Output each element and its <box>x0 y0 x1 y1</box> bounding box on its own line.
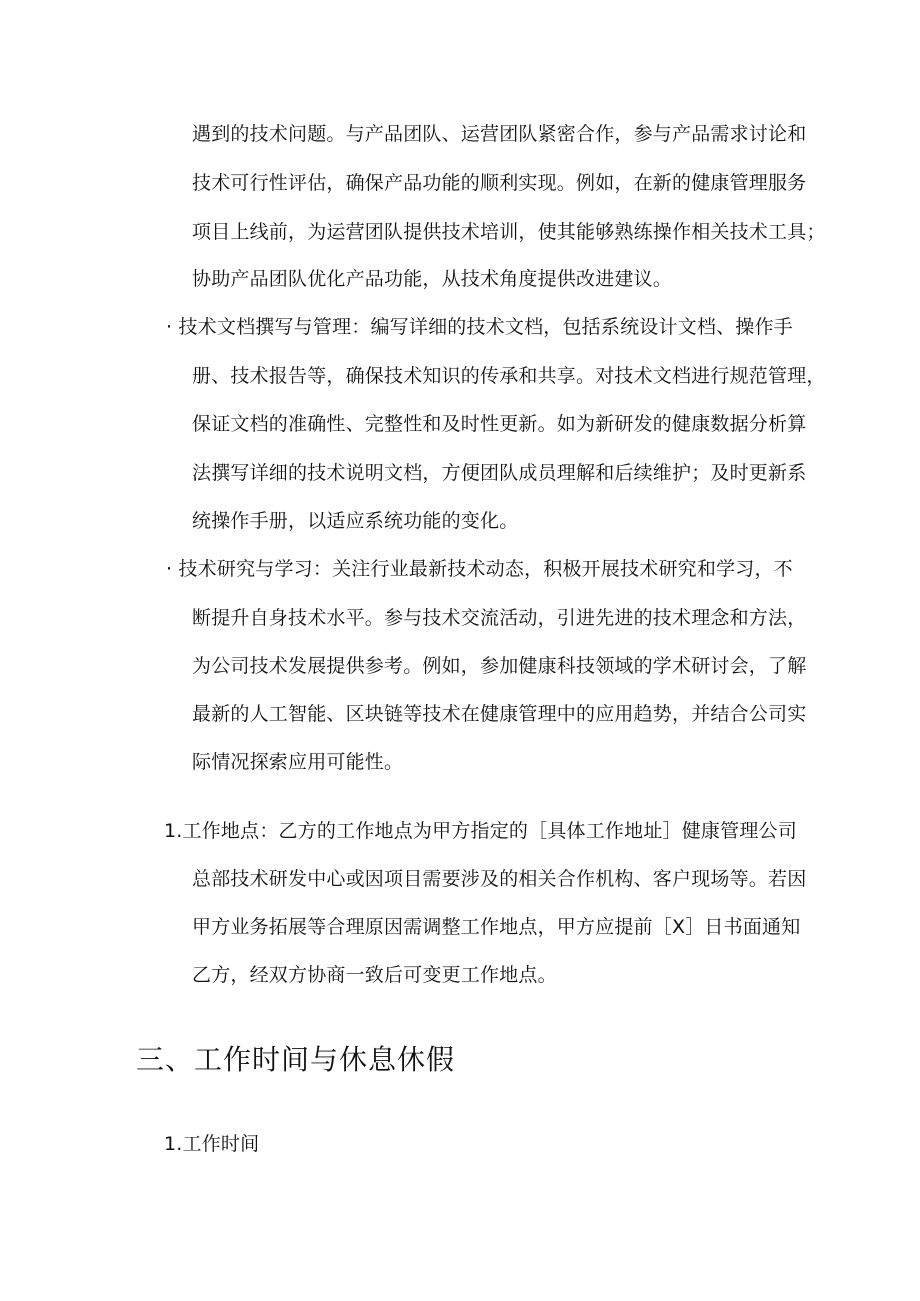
bullet-text-line: · 技术文档撰写与管理：编写详细的技术文档，包括系统设计文档、操作手 <box>166 316 793 338</box>
subsection-title: 1.工作时间 <box>164 1133 260 1155</box>
section-heading: 三、工作时间与休息休假 <box>136 1043 456 1076</box>
text-line: 技术可行性评估，确保产品功能的顺利实现。例如，在新的健康管理服务 <box>192 172 807 194</box>
text-line: 项目上线前，为运营团队提供技术培训，使其能够熟练操作相关技术工具； <box>192 221 826 243</box>
bullet-text-line: · 技术研究与学习：关注行业最新技术动态，积极开展技术研究和学习，不 <box>166 558 793 580</box>
text-line: 册、技术报告等，确保技术知识的传承和共享。对技术文档进行规范管理， <box>192 365 826 387</box>
text-line: 协助产品团队优化产品功能，从技术角度提供改进建议。 <box>192 268 673 290</box>
text-line: 为公司技术发展提供参考。例如，参加健康科技领域的学术研讨会，了解 <box>192 655 807 677</box>
numbered-text-line: 1.工作地点：乙方的工作地点为甲方指定的［具体工作地址］健康管理公司 <box>164 820 797 842</box>
text-line: 际情况探索应用可能性。 <box>192 751 404 773</box>
text-line: 法撰写详细的技术说明文档，方便团队成员理解和后续维护；及时更新系 <box>192 462 807 484</box>
text-line: 最新的人工智能、区块链等技术在健康管理中的应用趋势，并结合公司实 <box>192 703 807 725</box>
text-line: 遇到的技术问题。与产品团队、运营团队紧密合作，参与产品需求讨论和 <box>192 123 807 145</box>
text-line: 保证文档的准确性、完整性和及时性更新。如为新研发的健康数据分析算 <box>192 413 807 435</box>
text-line: 总部技术研发中心或因项目需要涉及的相关合作机构、客户现场等。若因 <box>192 868 807 890</box>
text-line: 乙方，经双方协商一致后可变更工作地点。 <box>192 964 557 986</box>
text-line: 断提升自身技术水平。参与技术交流活动，引进先进的技术理念和方法， <box>192 607 807 629</box>
text-line: 统操作手册，以适应系统功能的变化。 <box>192 510 519 532</box>
text-line: 甲方业务拓展等合理原因需调整工作地点，甲方应提前［X］日书面通知 <box>192 916 801 938</box>
